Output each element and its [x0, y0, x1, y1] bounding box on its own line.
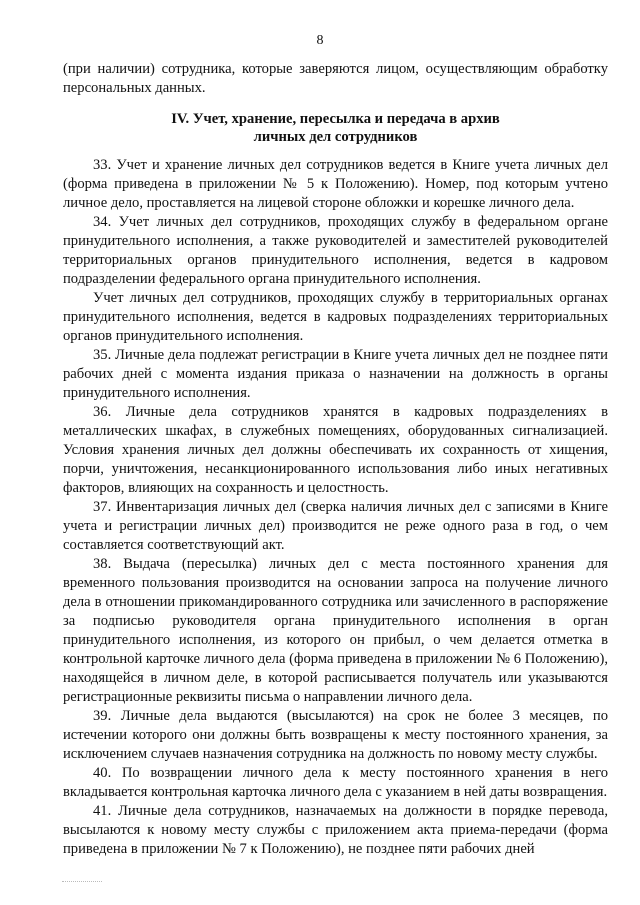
intro-paragraph: (при наличии) сотрудника, которые заверяются лицом, осуществляющим обработку персональных данных. [63, 61, 608, 96]
paragraph-38: 38. Выдача (пересылка) личных дел с места постоянного хранения для временного пользования производится на основании запроса на получение личного дела в отношении прикомандированного сотрудника или зачисленного в распоряжение за подписью руководителя органа принудительного исполнения в орган принудительного исполнения, из которого он прибыл, о чем делается отметка в контрольной карточке личного дела (форма приведена в приложении № 6 Положению), находящейся в личном деле, в которой расписывается получатель или указываются регистрационные реквизиты письма о направлении личного дела. [63, 556, 608, 705]
scan-margin-mark [62, 881, 102, 882]
paragraph-41: 41. Личные дела сотрудников, назначаемых на должности в порядке перевода, высылаются к новому месту службы с приложением акта приема-передачи (форма приведена в приложении № 7 к Положению), не позднее пяти рабочих дней [63, 803, 608, 857]
section-title-line-1: IV. Учет, хранение, пересылка и передача в архив [171, 111, 500, 127]
paragraph-34: 34. Учет личных дел сотрудников, проходящих службу в федеральном органе принудительного исполнения, а также руководителей и заместителей руководителей территориальных органов принудительного исполнения, ведется в кадровом подразделении федерального органа принудительного исполнения. [63, 214, 608, 287]
paragraph-35: 35. Личные дела подлежат регистрации в Книге учета личных дел не позднее пяти рабочих дней с момента издания приказа о назначении на должность в органы принудительного исполнения. [63, 347, 608, 401]
paragraph-39: 39. Личные дела выдаются (высылаются) на срок не более 3 месяцев, по истечении которого они должны быть возвращены к месту постоянного хранения, за исключением случаев назначения сотрудника на должность по новому месту службы. [63, 708, 608, 762]
page-number: 8 [316, 33, 324, 48]
section-title [63, 110, 608, 146]
paragraph-33: 33. Учет и хранение личных дел сотрудников ведется в Книге учета личных дел (форма приведена в приложении № 5 к Положению). Номер, под которым учтено личное дело, проставляется на лицевой стороне обложки и корешке личного дела. [63, 157, 608, 211]
paragraph-34-continued: Учет личных дел сотрудников, проходящих службу в территориальных органах принудительного исполнения, ведется в кадровых подразделениях территориальных органов принудительного исполнения. [63, 290, 608, 344]
section-title-line-2: личных дел сотрудников [253, 129, 418, 145]
paragraph-40: 40. По возвращении личного дела к месту постоянного хранения в него вкладывается контрольная карточка личного дела с указанием в ней даты возвращения. [63, 765, 608, 800]
paragraph-37: 37. Инвентаризация личных дел (сверка наличия личных дел с записями в Книге учета и регистрации личных дел) производится не реже одного раза в год, о чем составляется соответствующий акт. [63, 499, 608, 553]
document-body [63, 60, 608, 859]
paragraph-36: 36. Личные дела сотрудников хранятся в кадровых подразделениях в металлических шкафах, в служебных помещениях, оборудованных сигнализацией. Условия хранения личных дел должны обеспечивать их сохранность от хищения, порчи, уничтожения, несанкционированного использования либо иных негативных факторов, влияющих на сохранность и целостность. [63, 404, 608, 496]
